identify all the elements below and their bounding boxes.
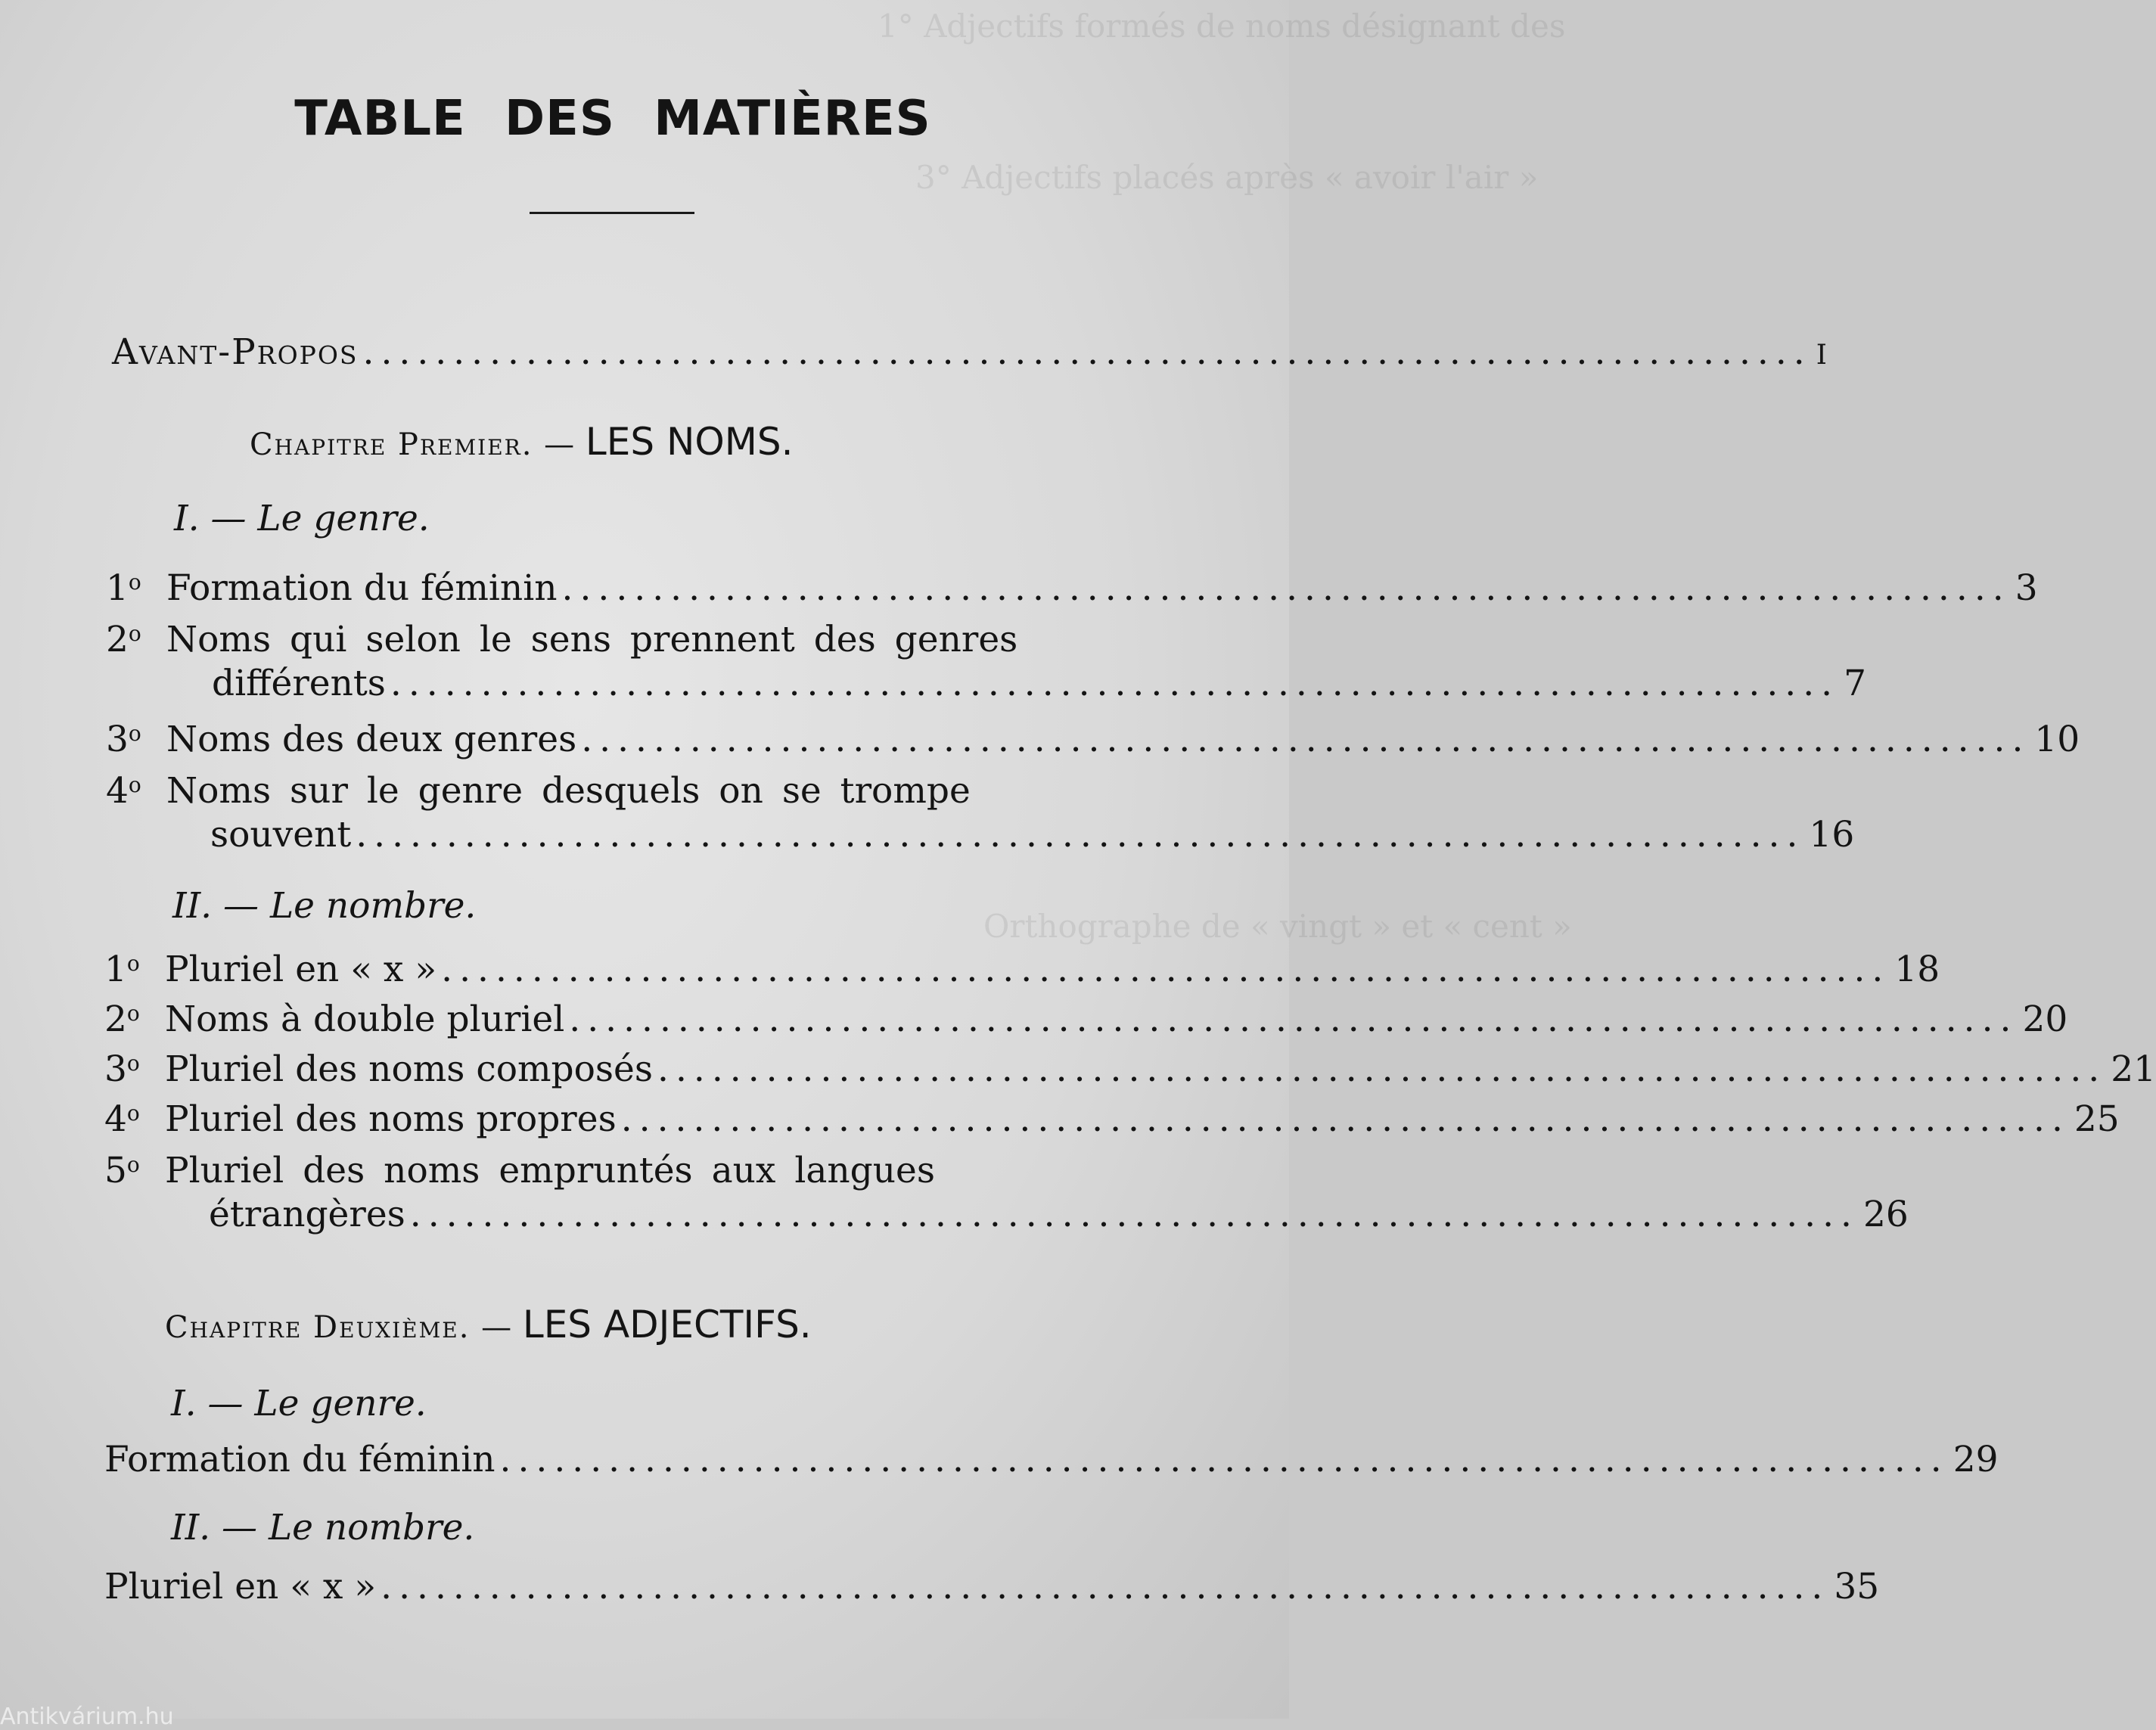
toc-entry-label: Formation du féminin [166,567,558,609]
toc-entry-label: Pluriel en « x » [104,1566,377,1607]
toc-page-number: 21 [2111,1048,2156,1090]
show-through-text: 1° Adjectifs formés de noms désignant des [878,8,1566,45]
page-title: TABLE DES MATIÈRES [294,91,931,147]
toc-entry-label: Noms à double pluriel [165,999,565,1040]
toc-page-number: 16 [1809,814,1855,856]
toc-entry-label: Formation du féminin [104,1439,496,1480]
section-heading [172,885,476,927]
chapter-title: LES NOMS. [585,420,794,464]
title-divider [530,212,694,214]
toc-entry-label: Pluriel en « x » [165,949,437,990]
toc-entry[interactable] [104,1437,1999,1483]
toc-entry[interactable] [104,991,2068,1042]
toc-entry-label: étrangères [209,1194,405,1235]
entry-number-sup: o [128,721,141,746]
chapter-heading [250,420,794,464]
leader-dots: ................................................................................ [581,719,2030,760]
section-label: II. — Le nombre. [171,1507,475,1548]
entry-number: 4 [106,770,129,812]
show-through-text: Orthographe de « vingt » et « cent » [983,908,1572,945]
toc-entry[interactable] [104,941,1940,992]
entry-number-sup: o [126,1152,140,1177]
toc-page-number: I [1816,340,1827,371]
toc-entry-continuation[interactable] [209,1192,1909,1238]
toc-entry[interactable] [106,763,971,814]
toc-page-number: 3 [2015,567,2038,609]
toc-entry-label: souvent [210,814,352,856]
entry-number: 2 [104,999,127,1040]
entry-number: 1 [104,949,127,990]
entry-number: 1 [106,567,129,609]
toc-entry[interactable] [104,1142,935,1194]
toc-entry-label: Noms qui selon le sens prennent des genres [166,619,1018,660]
toc-entry[interactable] [104,1091,2120,1142]
toc-entry[interactable] [104,1041,2156,1092]
entry-number: 3 [104,1048,127,1090]
leader-dots: ................................................................................ [620,1098,2070,1140]
toc-page-number: 26 [1862,1194,1909,1235]
toc-entry-label: Noms sur le genre desquels on se trompe [166,770,971,812]
toc-entry-avant-propos[interactable] [112,330,1827,378]
toc-entry-label: Avant-Propos [112,331,359,373]
section-label: I. — Le genre. [171,1383,427,1424]
toc-entry-label: différents [212,663,386,704]
toc-entry[interactable] [106,711,2080,763]
entry-number-sup: o [128,570,141,595]
toc-entry[interactable] [104,1564,1880,1610]
entry-number: 5 [104,1150,127,1191]
leader-dots: ................................................................................ [390,663,1840,704]
section-heading [174,498,430,539]
chapter-prefix: Chapitre Premier. — [250,427,576,462]
entry-number: 3 [106,719,129,760]
chapter-heading [165,1303,812,1346]
toc-page-number: 35 [1834,1566,1880,1607]
section-label: II. — Le nombre. [172,885,477,927]
toc-page-number: 18 [1894,949,1940,990]
toc-entry[interactable] [106,611,1017,663]
toc-entry-label: Pluriel des noms propres [165,1098,617,1140]
chapter-title: LES ADJECTIFS. [522,1303,812,1346]
section-heading [171,1383,427,1424]
entry-number: 2 [106,619,129,660]
entry-number: 4 [104,1098,127,1140]
leader-dots: ................................................................................ [356,814,1805,856]
show-through-text: 3° Adjectifs placés après « avoir l'air » [915,159,1539,196]
toc-entry-label: Pluriel des noms composés [165,1048,653,1090]
entry-number-sup: o [126,1001,140,1026]
toc-entry-continuation[interactable] [212,661,1866,707]
section-label: I. — Le genre. [174,498,430,539]
leader-dots: ................................................................................ [657,1048,2107,1090]
toc-entry-label: Pluriel des noms empruntés aux langues [165,1150,935,1191]
entry-number-sup: o [126,951,140,976]
toc-entry[interactable] [106,560,2038,611]
toc-page-number: 20 [2022,999,2068,1040]
watermark-text: Antikvárium.hu [0,1704,174,1730]
leader-dots: ................................................................................ [569,999,2018,1040]
entry-number-sup: o [128,621,141,646]
toc-page-number: 29 [1953,1439,1999,1480]
leader-dots: ................................................................................ [362,331,1812,373]
entry-number-sup: o [128,772,141,797]
section-heading [171,1507,474,1548]
leader-dots: ................................................................................ [441,949,1890,990]
entry-number-sup: o [126,1051,140,1076]
chapter-prefix: Chapitre Deuxième. — [165,1310,514,1345]
toc-entry-label: Noms des deux genres [166,719,577,760]
leader-dots: ................................................................................ [561,567,2011,609]
toc-page-number: 10 [2034,719,2080,760]
toc-page-number: 25 [2074,1098,2120,1140]
toc-entry-continuation[interactable] [210,812,1855,858]
leader-dots: ................................................................................ [409,1194,1859,1235]
leader-dots: ................................................................................ [381,1566,1830,1607]
entry-number-sup: o [126,1101,140,1126]
leader-dots: ................................................................................ [499,1439,1949,1480]
toc-page-number: 7 [1844,663,1866,704]
